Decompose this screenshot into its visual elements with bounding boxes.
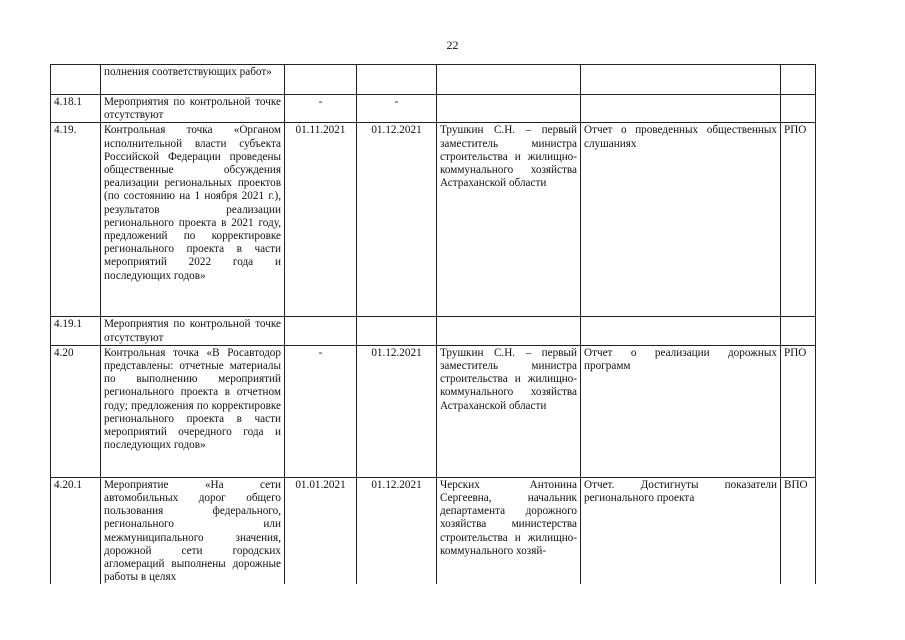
row-type: РПО — [781, 345, 816, 477]
row-description: Мероприятия по контрольной точке отсутствуют — [101, 95, 285, 123]
row-number: 4.18.1 — [51, 95, 101, 123]
row-end-date: 01.12.2021 — [357, 345, 437, 477]
events-table — [50, 64, 816, 584]
row-description: Контрольная точка «Органом исполнительной власти субъекта Российской Федерации проведены общественные обсуждения реализации региональных проектов (по состоянию на 1 ноября 2021 г.), результатов реализации регионального проекта в 2021 году, предложений по корректировке регионального проекта в части мероприятий 2022 года и последующих годов» — [101, 123, 285, 317]
row-end-date: - — [357, 95, 437, 123]
table-row — [51, 477, 816, 584]
row-type — [781, 65, 816, 95]
row-type — [781, 317, 816, 345]
row-number: 4.20 — [51, 345, 101, 477]
row-responsible: Трушкин С.Н. – первый заместитель министра строительства и жилищно-коммунального хозяйства Астраханской области — [437, 345, 581, 477]
page-number: 22 — [446, 38, 459, 52]
row-end-date: 01.12.2021 — [357, 477, 437, 584]
row-responsible — [437, 65, 581, 95]
row-responsible: Черских Антонина Сергеевна, начальник департамента дорожного хозяйства министерства строительства и жилищно-коммунального хозяй- — [437, 477, 581, 584]
row-responsible — [437, 317, 581, 345]
row-number: 4.19. — [51, 123, 101, 317]
table-row — [51, 95, 816, 123]
row-end-date — [357, 65, 437, 95]
row-type: РПО — [781, 123, 816, 317]
row-number: 4.19.1 — [51, 317, 101, 345]
row-type: ВПО — [781, 477, 816, 584]
row-result: Отчет. Достигнуты показатели регионального проекта — [581, 477, 781, 584]
row-result: Отчет о реализации дорожных программ — [581, 345, 781, 477]
row-description: полнения соответствующих работ» — [101, 65, 285, 95]
row-start-date: 01.01.2021 — [285, 477, 357, 584]
row-start-date: - — [285, 345, 357, 477]
table-row — [51, 123, 816, 317]
row-start-date: 01.11.2021 — [285, 123, 357, 317]
row-number — [51, 65, 101, 95]
row-result — [581, 317, 781, 345]
row-number: 4.20.1 — [51, 477, 101, 584]
row-result — [581, 65, 781, 95]
row-result — [581, 95, 781, 123]
table-row — [51, 65, 816, 95]
row-responsible: Трушкин С.Н. – первый заместитель министра строительства и жилищно-коммунального хозяйства Астраханской области — [437, 123, 581, 317]
row-description: Мероприятие «На сети автомобильных дорог общего пользования федерального, регионального или межмуниципального значения, дорожной сети городских агломераций выполнены дорожные работы в целях — [101, 477, 285, 584]
table-row — [51, 345, 816, 477]
row-start-date: - — [285, 95, 357, 123]
row-start-date — [285, 65, 357, 95]
row-type — [781, 95, 816, 123]
row-result: Отчет о проведенных общественных слушаниях — [581, 123, 781, 317]
table-row — [51, 317, 816, 345]
row-description: Мероприятия по контрольной точке отсутствуют — [101, 317, 285, 345]
row-start-date — [285, 317, 357, 345]
row-end-date — [357, 317, 437, 345]
row-responsible — [437, 95, 581, 123]
row-end-date: 01.12.2021 — [357, 123, 437, 317]
row-description: Контрольная точка «В Росавтодор представлены: отчетные материалы по выполнению мероприятий регионального проекта в отчетном году; предложения по корректировке регионального проекта в части мероприятий очередного года и последующих годов» — [101, 345, 285, 477]
